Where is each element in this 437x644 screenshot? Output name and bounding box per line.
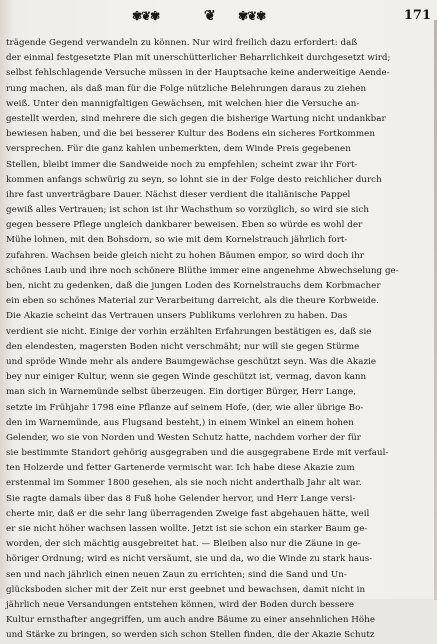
text-line: rung machen, als daß man für die Folge nützliche Belehrungen daraus zu ziehen bbox=[6, 83, 367, 94]
text-line: sen und nach jährlich einen neuen Zaun zu errichten; sind die Sand und Un- bbox=[6, 569, 347, 580]
text-line: selbst fehlschlagende Versuche müssen in der Hauptsache keine anderweitige Aende- bbox=[6, 68, 390, 79]
text-line: und spröde Winde mehr als andere Baumgewächse geschützt seyn. Was die Akazie bbox=[6, 356, 377, 367]
text-line: erstenmal im Sommer 1800 gesehen, als sie noch nicht anderthalb Jahr alt war. bbox=[6, 478, 362, 489]
text-line: höriger Ordnung; wird es nicht versäumt, sie und da, wo die Winde zu stark haus- bbox=[6, 554, 373, 565]
text-line: schönes Laub und ihre noch schönere Blüthe immer eine angenehme Abwechselung ge- bbox=[6, 265, 399, 276]
text-line: Kultur ernsthafter angegriffen, um auch andre Bäume zu einer ansehnlichen Höhe bbox=[6, 615, 376, 626]
header-ornament-left: ✾❦✾ bbox=[132, 9, 160, 23]
text-line: gegen bessere Pflege ungleich dankbarer beweisen. Eben so würde es wohl der bbox=[6, 220, 363, 231]
page-number: 171 bbox=[403, 8, 431, 23]
text-line: zufahren. Wachsen beide gleich nicht zu hohen Bäumen empor, so wird doch ihr bbox=[6, 250, 364, 261]
text-line: bewiesen haben, und die bei besserer Kultur des Bodens ein sicheres Fortkommen bbox=[6, 129, 375, 140]
text-line: glücksboden sicher mit der Zeit nur erst geebnet und bewachsen, damit nicht in bbox=[6, 584, 366, 595]
text-line: kommen anfangs schwürig zu seyn, so lohnt sie in der Folge desto reichlicher durch bbox=[6, 174, 382, 185]
text-line: er sie nicht höher wachsen lassen wollte. Jetzt ist sie schon ein starker Baum ge- bbox=[6, 524, 368, 534]
body-text bbox=[6, 36, 432, 644]
text-line: man sich in Warnemünde selbst überzeugen. Ein dortiger Bürger, Herr Lange, bbox=[6, 387, 357, 398]
text-line: ten Holzerde und fetter Gartenerde vermischt war. Ich habe diese Akazie zum bbox=[6, 463, 355, 474]
text-line: ein eben so schönes Material zur Verarbeitung darreicht, als die theure Korbweide. bbox=[6, 296, 379, 307]
text-line: sie bestimmte Standort gehörig ausgegraben und die ausgegrabene Erde mit verfaul- bbox=[6, 448, 389, 459]
text-line: versprechen. Für die ganz kahlen unbemerkten, dem Winde Preis gegebenen bbox=[6, 144, 351, 155]
text-line: Gelender, wo sie von Norden und Westen Schutz hatte, nachdem vorher der für bbox=[6, 432, 361, 443]
text-line: gestellt werden, sind mehrere die sich gegen die bisherige Wartung nicht undankbar bbox=[6, 113, 386, 124]
text-line: ben, nicht zu gedenken, daß die jungen Loden des Kornelstrauchs dem Korbmacher bbox=[6, 281, 381, 291]
text-line: den im Warnemünde, aus Flugsand besteht,) in einem Winkel an einem hohen bbox=[6, 417, 354, 428]
text-line: setzte im Frühjahr 1798 eine Pflanze auf seinem Hofe, (der, wie aller übrige Bo- bbox=[6, 402, 364, 413]
text-line: Sie ragte damals über das 8 Fuß hohe Gelender hervor, und Herr Lange versi- bbox=[6, 493, 356, 504]
text-line: der einmal festgesetzte Plan mit unerschütterlicher Beharrlichkeit durchgesetzt wird; bbox=[6, 53, 391, 64]
text-line: und Stärke zu bringen, so werden sich schon Stellen finden, die der Akazie Schutz bbox=[6, 630, 375, 641]
text-line: verdient sie nicht. Einige der vorhin erzählten Erfahrungen bestätigen es, daß sie bbox=[6, 326, 372, 337]
text-line: Stellen, bleibt immer die Sandweide noch zu empfehlen; scheint zwar ihr Fort- bbox=[6, 159, 358, 170]
page-header bbox=[0, 6, 437, 28]
text-line: Die Akazie scheint das Vertrauen unsers Publikums verlohren zu haben. Das bbox=[6, 311, 348, 322]
text-line: trägende Gegend verwandeln zu können. Nur wird freilich dazu erfordert: daß bbox=[6, 38, 358, 48]
text-line: worden, der sich mächtig ausgebreitet hat. — Bleiben also nur die Zäune in ge- bbox=[6, 539, 361, 550]
text-line: ihre fast unverträgbare Dauer. Nächst dieser verdient die italiänische Pappel bbox=[6, 189, 351, 200]
text-line: bey nur einiger Kultur, wenn sie gegen Winde geschützt ist, vermag, davon kann bbox=[6, 372, 367, 383]
text-line: Mühe lohnen, mit den Bohsdorn, so wie mit dem Kornelstrauch jährlich fort- bbox=[6, 235, 348, 246]
header-ornament-center: ❦ bbox=[204, 8, 215, 24]
text-line: cherte mir, daß er die sehr lang überragenden Zweige fast abgehauen hätte, weil bbox=[6, 508, 370, 519]
text-line: jährlich neue Versandungen entstehen können, wird der Boden durch bessere bbox=[6, 599, 355, 610]
text-line: weiß. Unter den mannigfaltigen Gewächsen, mit welchen hier die Versuche an- bbox=[6, 98, 360, 109]
text-line: gewiß alles Vertrauen; ist schon ist ihr Wachsthum so vorzüglich, so wird sie sich bbox=[6, 205, 370, 216]
text-line: den elendesten, magersten Boden nicht verschmäht; nur will sie gegen Stürme bbox=[6, 341, 360, 352]
header-ornament-right: ✾❦✾ bbox=[238, 9, 266, 23]
